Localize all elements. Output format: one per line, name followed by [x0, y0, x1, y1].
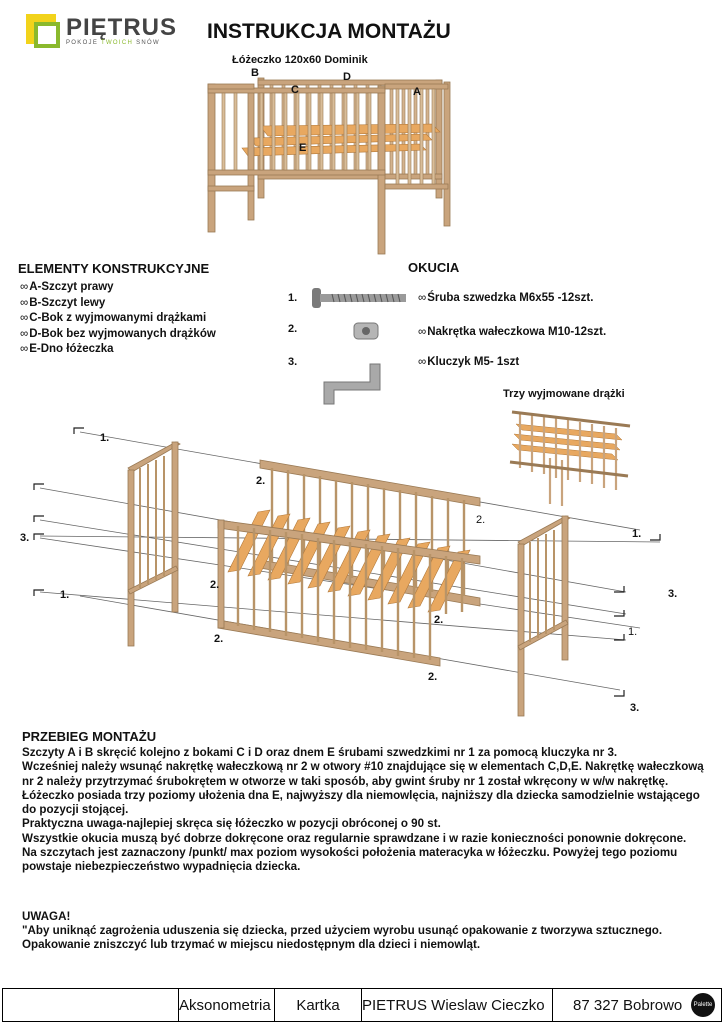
- part-label-e: E: [299, 142, 307, 154]
- callout-2: 2.: [476, 514, 486, 526]
- callout-2: 2.: [428, 671, 438, 683]
- callout-3: 3.: [630, 702, 640, 714]
- assembly-heading: PRZEBIEG MONTAŻU: [22, 729, 157, 744]
- callout-2: 2.: [434, 614, 444, 626]
- pietrus-logo: [24, 12, 64, 52]
- brand-name: PIĘTRUS: [66, 14, 178, 41]
- brand-tagline: POKOJE TWOICH SNÓW: [66, 40, 160, 46]
- title-block-location: [552, 989, 721, 1021]
- callout-3: 3.: [20, 532, 30, 544]
- assembly-instructions: [22, 746, 712, 875]
- warning-text: "Aby uniknąć zagrożenia uduszenia się dziecka, przed użyciem wyrobu usunąć opakowanie z tworzywa sztucznego. Opakowanie zniszczyć lub trzymać w miejscu niedostępnym dla dzieci i niemowląt.: [22, 924, 663, 952]
- callout-3: 3.: [668, 588, 678, 600]
- part-label-b: B: [251, 67, 259, 79]
- list-item: ∞ B-Szczyt lewy: [20, 296, 216, 312]
- instruction-paragraph: Na szczytach jest zaznaczony /punkt/ max poziom wysokości położenia materacyka w łóżeczku. Powyżej tego poziomu powstaje niebezpieczeństwo wypadnięcia dziecka.: [22, 846, 678, 874]
- list-item: ∞ E-Dno łóżeczka: [20, 342, 216, 358]
- hardware-number: 3.: [288, 356, 298, 368]
- callout-2: 2.: [214, 633, 224, 645]
- callout-1: 1.: [632, 528, 642, 540]
- allen-key-icon: [320, 360, 384, 406]
- title-block-view: Aksonometria: [178, 989, 274, 1021]
- callout-1: 1.: [100, 432, 110, 444]
- exploded-view-illustration: [0, 420, 724, 720]
- instruction-paragraph: Szczyty A i B skręcić kolejno z bokami C i D oraz dnem E śrubami szwedzkimi nr 1 za pomocą kluczyka nr 3.: [22, 746, 618, 759]
- hardware-heading: OKUCIA: [408, 260, 460, 275]
- warning-heading: UWAGA!: [22, 910, 71, 923]
- instruction-paragraph: Wszystkie okucia muszą być dobrze dokręcone oraz regularnie sprawdzane i w razie konieczności ponownie dokręcone.: [22, 831, 687, 845]
- list-item: ∞ D-Bok bez wyjmowanych drążków: [20, 327, 216, 343]
- title-block: [2, 988, 722, 1022]
- list-item: ∞ C-Bok z wyjmowanymi drążkami: [20, 311, 216, 327]
- document-title: INSTRUKCJA MONTAŻU: [207, 20, 451, 43]
- product-name: Łóżeczko 120x60 Dominik: [232, 54, 368, 66]
- hardware-label: ∞ Śruba szwedzka M6x55 -12szt.: [418, 292, 593, 304]
- assembled-crib-illustration: [200, 66, 460, 258]
- list-item: ∞ A-Szczyt prawy: [20, 280, 216, 296]
- title-block-empty: [3, 989, 178, 1021]
- removable-bars-caption: Trzy wyjmowane drążki: [503, 388, 625, 400]
- title-block-company: PIETRUS Wieslaw Cieczko: [361, 989, 552, 1021]
- instruction-paragraph: Praktyczna uwaga-najlepiej skręca się łóżeczko w pozycji obróconej o 90 st.: [22, 817, 441, 831]
- instruction-paragraph: Wcześniej należy wsunąć nakrętkę wałeczkową nr 2 w otwory #10 znajdujące się w elementach C,D,E. Nakrętkę wałeczkową nr 2 należy przytrzymać śrubokrętem w otworze w taki sposób, aby gwint śruby nr 1 został wkręcony w w/w nakrętkę.: [22, 760, 704, 788]
- hardware-number: 2.: [288, 323, 298, 335]
- hardware-number: 1.: [288, 292, 298, 304]
- callout-2: 2.: [210, 579, 220, 591]
- callout-1: 1.: [628, 626, 638, 638]
- barrel-nut-icon: [352, 321, 382, 343]
- elements-list: [20, 280, 216, 358]
- screw-icon: [312, 286, 412, 310]
- instruction-paragraph: Łóżeczko posiada trzy poziomy ułożenia dna E, najwyższy dla niemowlęcia, najniższy dla dziecka samodzielnie wstającego do pozycji stojącej.: [22, 788, 700, 817]
- part-label-c: C: [291, 84, 299, 96]
- title-block-sheet: Kartka: [274, 989, 361, 1021]
- elements-heading: ELEMENTY KONSTRUKCYJNE: [18, 261, 210, 276]
- part-label-a: A: [413, 86, 421, 98]
- callout-1: 1.: [60, 589, 70, 601]
- part-label-d: D: [343, 71, 351, 83]
- callout-2: 2.: [256, 475, 266, 487]
- location-text: 87 327 Bobrowo: [573, 996, 683, 1014]
- hardware-label: ∞ Nakrętka wałeczkowa M10-12szt.: [418, 326, 606, 338]
- hardware-label: ∞ Kluczyk M5- 1szt: [418, 356, 519, 368]
- palette-badge: Palette: [691, 993, 715, 1017]
